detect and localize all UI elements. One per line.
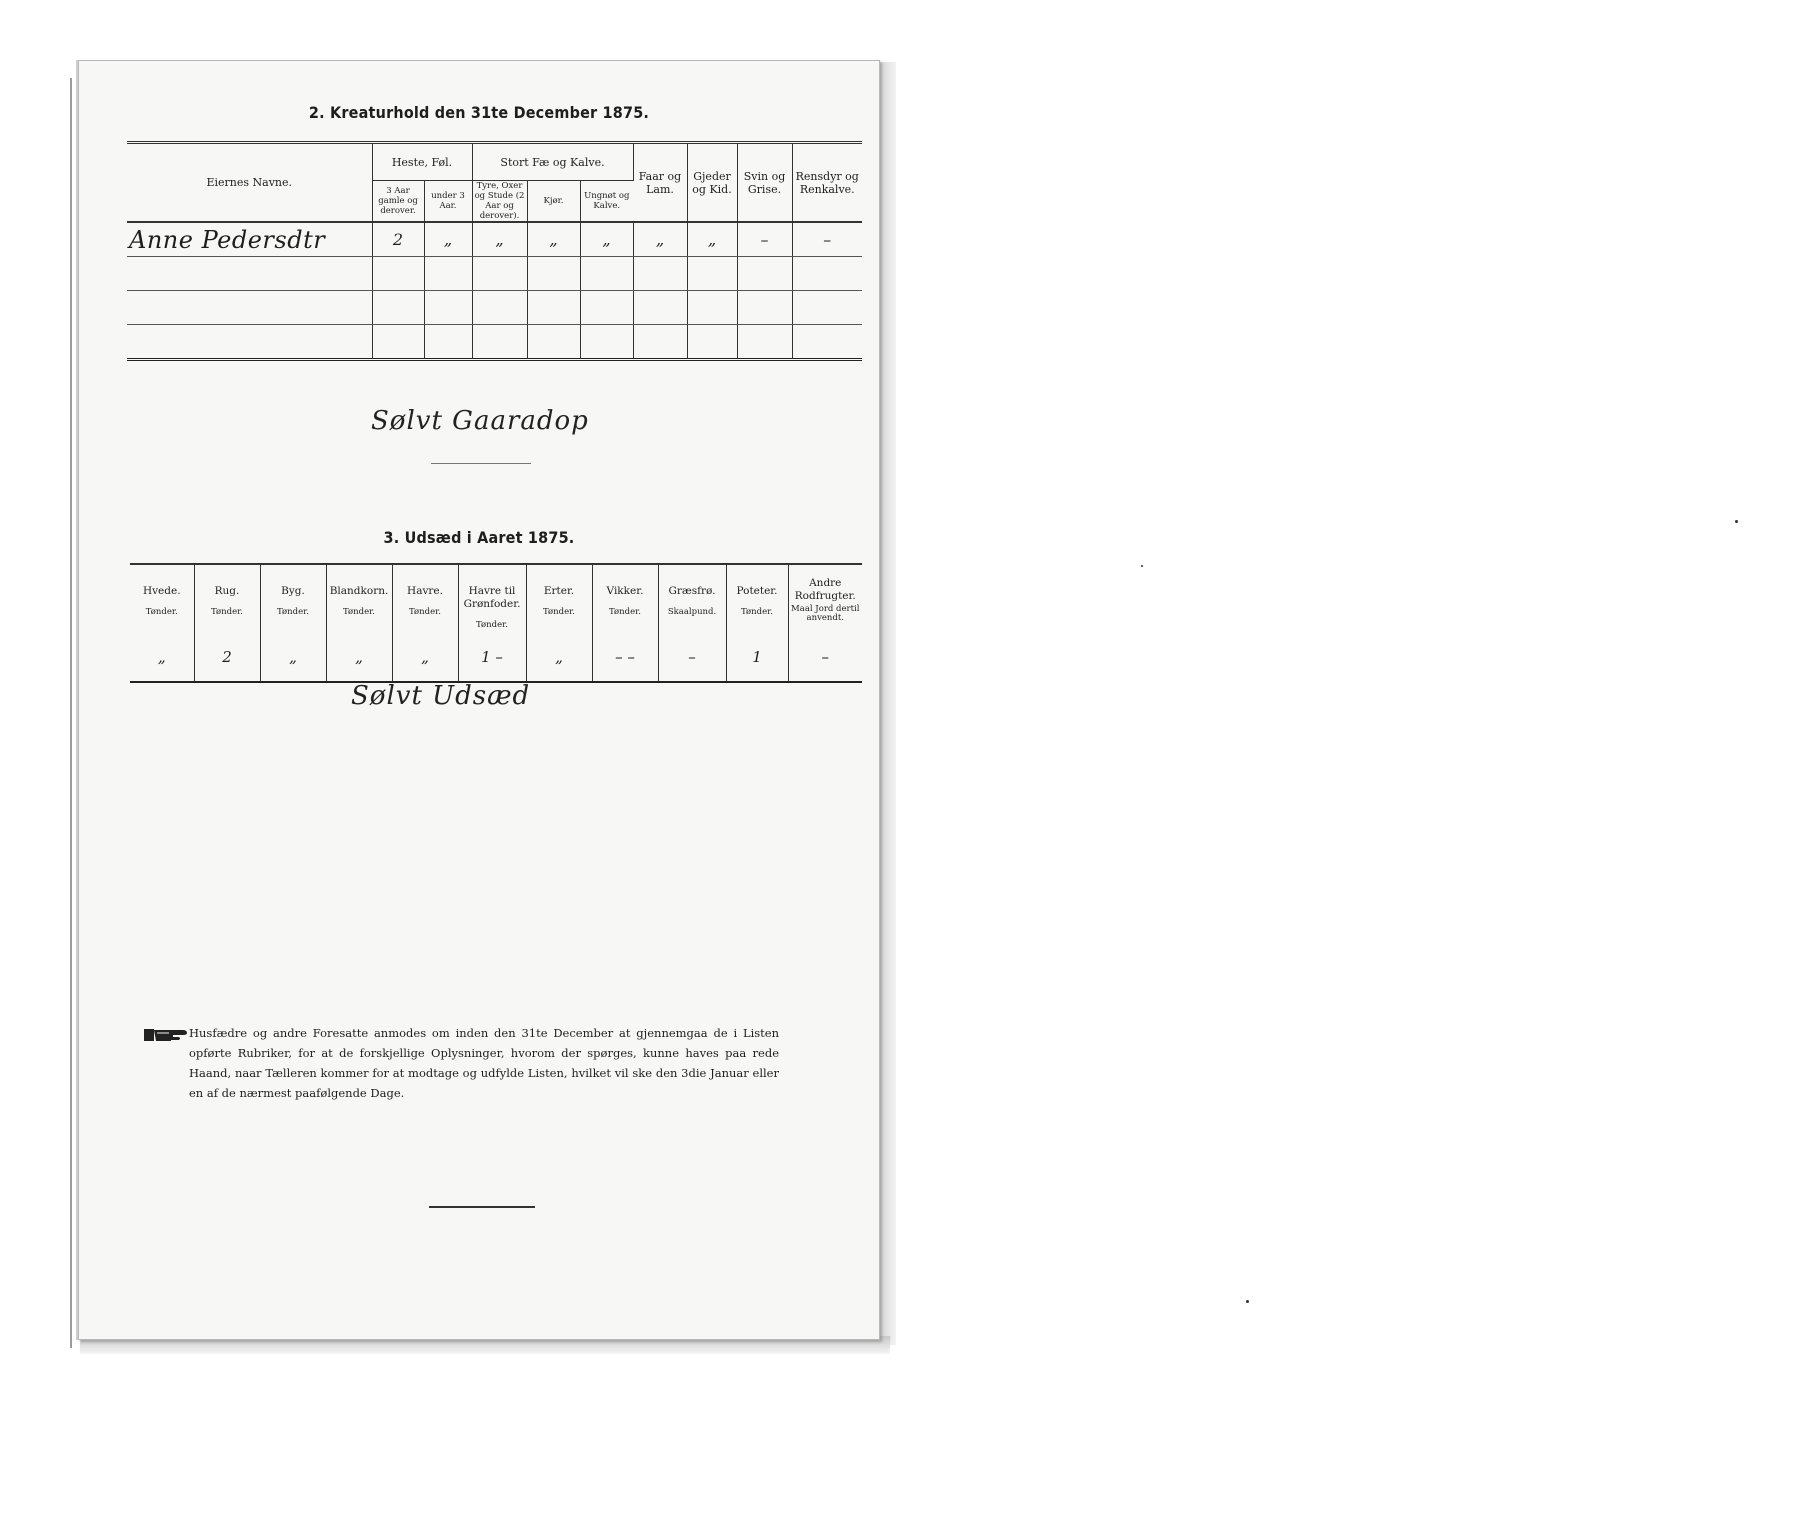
reindeer-header: Rensdyr og Renkalve.: [795, 169, 859, 196]
table-cell: „: [130, 633, 194, 682]
seed-column-unit: Tønder.: [741, 607, 773, 617]
pointing-hand-icon: [143, 1025, 189, 1045]
table-cell: „: [392, 633, 458, 682]
seed-column-name: Andre Rodfrugter.: [794, 577, 856, 602]
seed-column-unit: Tønder.: [145, 607, 178, 617]
table-cell: 2: [194, 633, 260, 682]
seed-column-unit: Tønder.: [277, 607, 309, 617]
seed-column-header: [326, 564, 392, 633]
seed-title: 3. Udsæd i Aaret 1875.: [383, 528, 575, 547]
table-cell: 1: [726, 633, 788, 682]
seed-column-unit: Tønder.: [476, 620, 508, 630]
seed-column-name: Havre.: [407, 585, 443, 597]
seed-column-header: [392, 564, 458, 633]
table-cell: –: [737, 222, 792, 257]
horses-under-3-header: under 3 Aar.: [424, 181, 472, 223]
table-row: [127, 257, 862, 291]
seed-column-header: [726, 564, 788, 633]
seed-column-unit: Tønder.: [343, 607, 375, 617]
cows-header: Kjør.: [527, 181, 580, 223]
seed-column-unit: Tønder.: [409, 607, 441, 617]
seed-table: [130, 563, 862, 683]
table-cell: 1 –: [458, 633, 526, 682]
seed-column-unit: Maal Jord dertil anvendt.: [791, 604, 860, 623]
seed-column-name: Hvede.: [142, 585, 181, 597]
seed-column-header: [130, 564, 194, 633]
seed-column-name: Havre til Grønfoder.: [463, 585, 521, 610]
census-form-page: [78, 60, 880, 1340]
seed-column-name: Byg.: [281, 585, 305, 597]
livestock-table: [127, 141, 862, 361]
table-cell: „: [424, 222, 472, 257]
table-cell: „: [687, 222, 737, 257]
table-row: [127, 291, 862, 325]
livestock-title: 2. Kreaturhold den 31te December 1875.: [308, 103, 650, 122]
table-row: [127, 222, 862, 257]
seed-column-header: [788, 564, 862, 633]
owner-name: Anne Pedersdtr: [129, 225, 326, 254]
horses-3-years-header: 3 Aar gamle og derover.: [372, 181, 424, 223]
table-cell: –: [788, 633, 862, 682]
section-divider: [431, 463, 531, 464]
seed-signature: Sølvt Udsæd: [351, 681, 531, 711]
table-cell: –: [792, 222, 862, 257]
table-cell: „: [526, 633, 592, 682]
seed-column-header: [194, 564, 260, 633]
table-cell: „: [633, 222, 687, 257]
seed-column-name: Erter.: [543, 585, 575, 597]
table-cell: „: [580, 222, 633, 257]
owner-column-header: Eiernes Navne.: [127, 143, 372, 223]
seed-column-header: [592, 564, 658, 633]
goats-header: Gjeder og Kid.: [687, 143, 737, 223]
seed-column-name: Blandkorn.: [329, 585, 389, 597]
sheep-header: Faar og Lam.: [633, 143, 687, 223]
table-cell: –: [658, 633, 726, 682]
seed-column-name: Rug.: [214, 585, 240, 597]
seed-column-header: [458, 564, 526, 633]
notice-text: Husfædre og andre Foresatte anmodes om inden den 31te December at gjennemgaa de i Listen opførte Rubriker, for at de forskjellige Oplysninger, hvorom der spørges, kunne haves paa rede Haand, naar Tælleren kommer for at modtage og udfylde Listen, hvilket vil ske den 3die Januar eller en af de nærmest paafølgende Dage.: [189, 1026, 779, 1100]
seed-column-unit: Skaalpund.: [667, 607, 717, 617]
table-row: [130, 633, 862, 682]
cattle-header: Stort Fæ og Kalve.: [472, 143, 633, 181]
seed-column-unit: Tønder.: [609, 607, 641, 617]
table-cell: 2: [372, 222, 424, 257]
seed-column-header: [658, 564, 726, 633]
livestock-signature: Sølvt Gaaradop: [371, 406, 589, 436]
table-cell: „: [260, 633, 326, 682]
table-cell: „: [472, 222, 527, 257]
table-cell: „: [326, 633, 392, 682]
scan-speck: [1246, 1300, 1249, 1303]
table-cell: „: [527, 222, 580, 257]
horses-header: Heste, Føl.: [372, 143, 472, 181]
seed-column-name: Poteter.: [736, 585, 778, 597]
seed-column-unit: Tønder.: [543, 607, 575, 617]
seed-column-name: Græsfrø.: [668, 585, 716, 597]
bottom-rule: [429, 1206, 535, 1208]
bulls-oxen-header: Tyre, Oxer og Stude (2 Aar og derover).: [472, 181, 527, 223]
seed-column-unit: Tønder.: [211, 607, 243, 617]
young-cattle-header: Ungnøt og Kalve.: [584, 191, 630, 211]
seed-column-header: [260, 564, 326, 633]
seed-column-header: [526, 564, 592, 633]
table-row: [127, 325, 862, 360]
seed-column-name: Vikker.: [606, 585, 644, 597]
table-cell: – –: [592, 633, 658, 682]
scan-speck: [1735, 520, 1738, 523]
pigs-header: Svin og Grise.: [737, 143, 792, 223]
scan-speck: [1141, 565, 1143, 567]
